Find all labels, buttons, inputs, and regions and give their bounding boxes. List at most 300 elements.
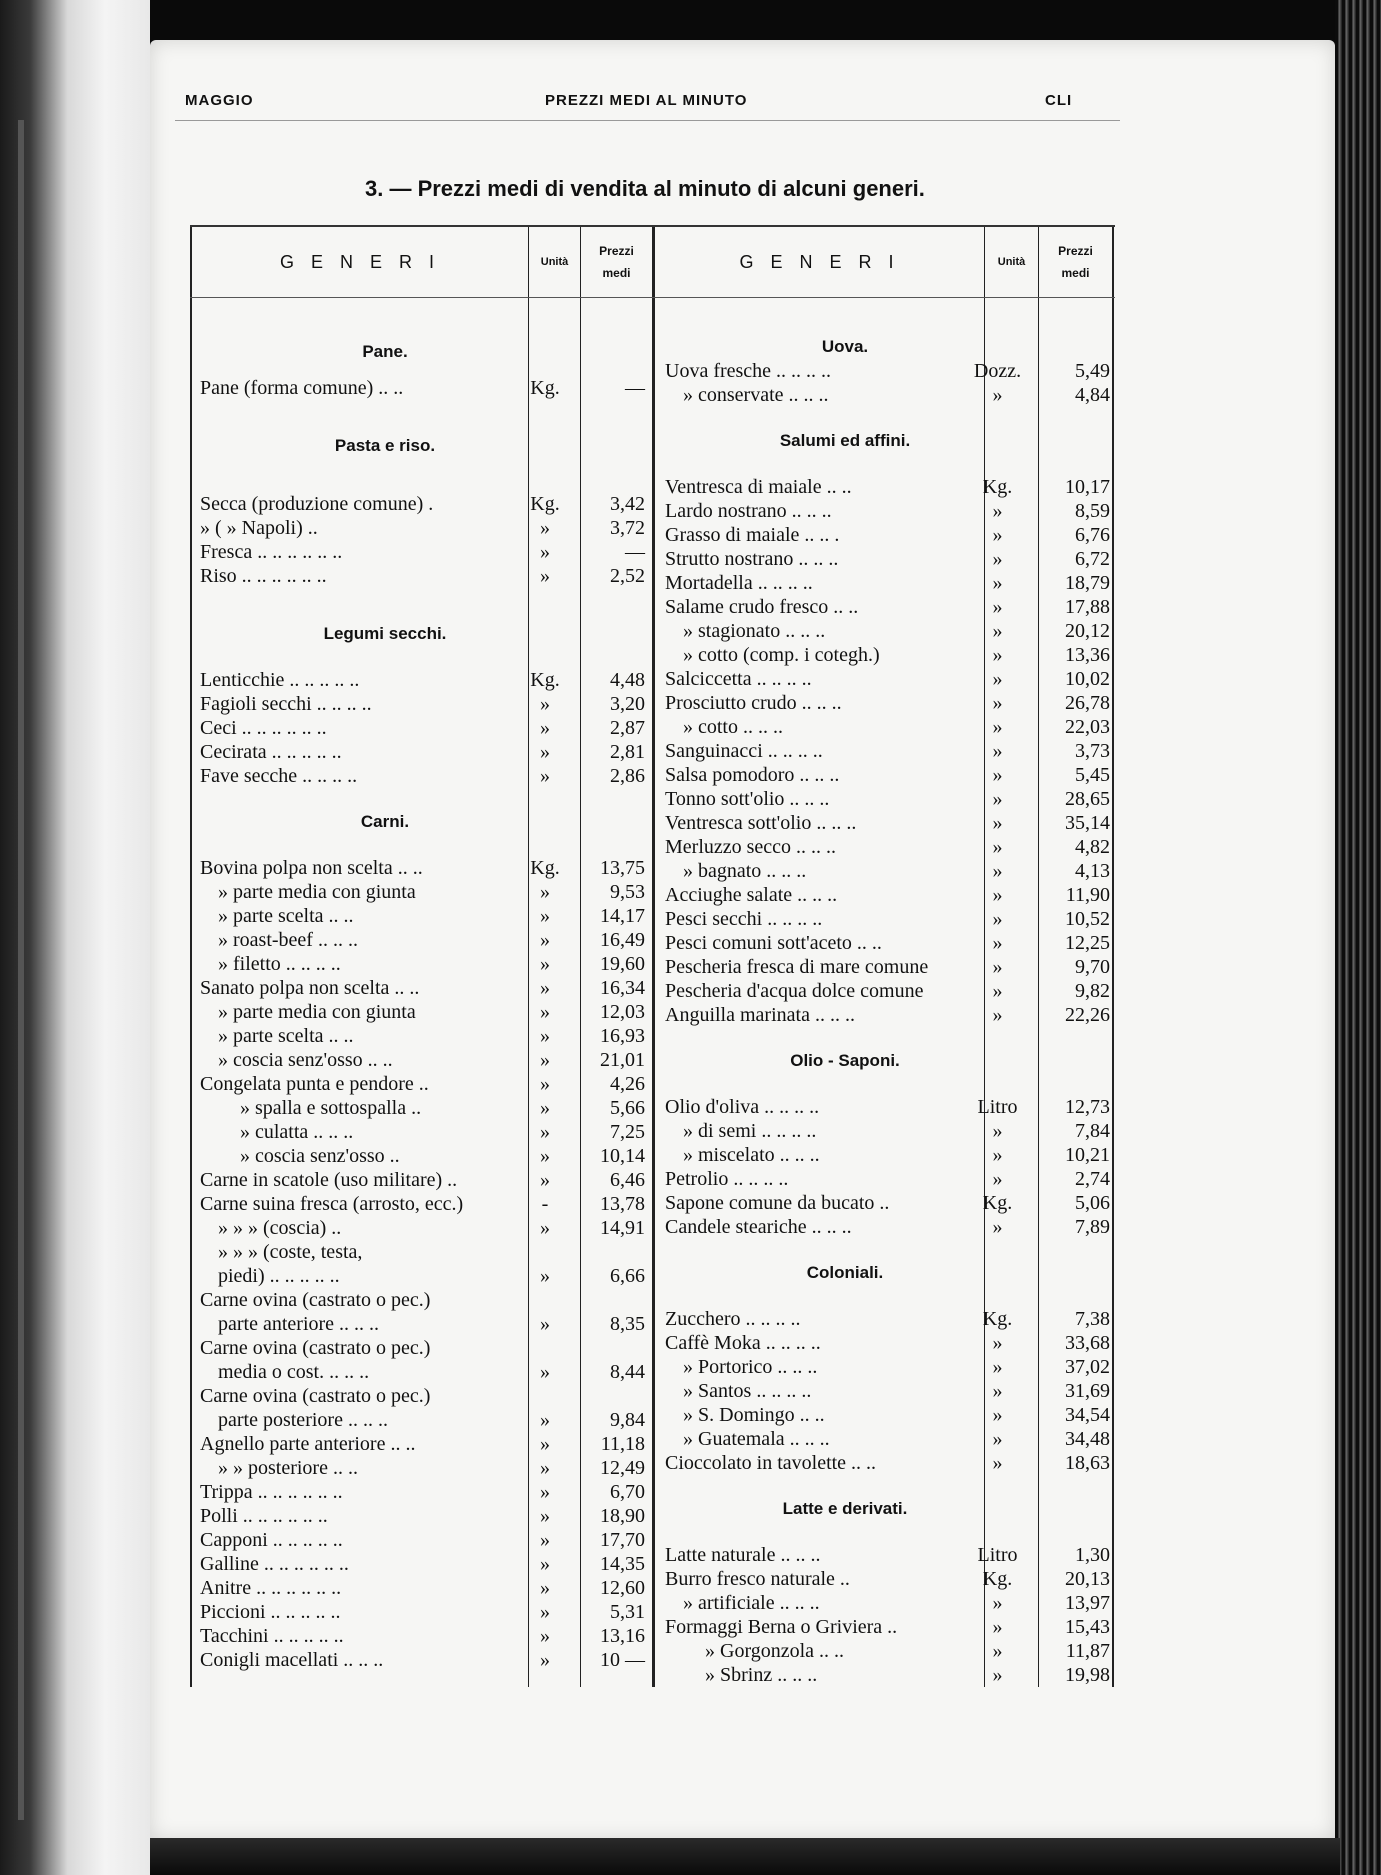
item-unit: Kg.	[530, 857, 560, 879]
item-unit: »	[992, 644, 1003, 666]
item-price: 3,72	[610, 517, 645, 539]
item-price: 4,82	[1075, 836, 1110, 858]
item-name: parte posteriore .. .. ..	[218, 1409, 388, 1431]
item-name: » ( » Napoli) ..	[200, 517, 318, 539]
item-name: Caffè Moka .. .. .. ..	[665, 1332, 821, 1354]
item-name: » cotto .. .. ..	[683, 716, 783, 738]
prezzi-label: Prezzi	[599, 244, 634, 258]
item-price: 4,48	[610, 669, 645, 691]
table-row	[665, 1379, 1120, 1403]
table-row	[665, 1639, 1120, 1663]
item-price: 3,20	[610, 693, 645, 715]
item-unit: »	[540, 1601, 550, 1623]
item-unit: »	[992, 1168, 1003, 1190]
item-price: 16,49	[600, 929, 645, 951]
spacer	[665, 1073, 1120, 1095]
item-unit: »	[540, 1529, 550, 1551]
item-unit: Kg.	[982, 1192, 1013, 1214]
item-unit: »	[992, 908, 1003, 930]
item-unit: »	[992, 1428, 1003, 1450]
table-row	[665, 499, 1120, 523]
item-name: Pescheria d'acqua dolce comune	[665, 980, 924, 1002]
item-price: 8,59	[1075, 500, 1110, 522]
category-heading: Carni.	[360, 812, 410, 831]
item-unit: »	[540, 1505, 550, 1527]
item-name: Anitre .. .. .. .. .. ..	[200, 1577, 342, 1599]
table-row	[665, 739, 1120, 763]
item-price: 5,31	[610, 1601, 645, 1623]
item-price: 5,66	[610, 1097, 645, 1119]
item-price: 6,72	[1075, 548, 1110, 570]
item-name: Uova fresche .. .. .. ..	[665, 360, 832, 382]
item-unit: »	[992, 1332, 1003, 1354]
item-unit: »	[540, 1169, 550, 1191]
item-unit: »	[992, 384, 1003, 406]
item-unit: »	[540, 977, 550, 999]
item-price: 31,69	[1065, 1380, 1110, 1402]
item-price: 11,18	[600, 1433, 645, 1455]
item-name: Cecirata .. .. .. .. ..	[200, 741, 342, 763]
item-unit: »	[992, 1664, 1003, 1686]
item-unit: -	[541, 1193, 549, 1215]
item-unit: »	[540, 1481, 550, 1503]
item-price: 21,01	[600, 1049, 645, 1071]
item-name: Petrolio .. .. .. ..	[665, 1168, 789, 1190]
category-heading: Legumi secchi.	[323, 624, 447, 643]
item-unit: »	[992, 1004, 1003, 1026]
table-row	[665, 619, 1120, 643]
item-unit: »	[992, 500, 1003, 522]
item-price: 14,17	[600, 905, 645, 927]
category-heading: Uova.	[821, 337, 869, 356]
item-price: 5,06	[1075, 1192, 1110, 1214]
item-unit: »	[540, 905, 550, 927]
item-name: Mortadella .. .. .. ..	[665, 572, 813, 594]
item-unit: »	[540, 1313, 550, 1335]
item-name: Pane (forma comune) .. ..	[200, 377, 404, 399]
item-name: » coscia senz'osso ..	[240, 1145, 400, 1167]
table-row	[665, 359, 1120, 383]
spacer	[665, 1285, 1120, 1307]
item-unit: »	[992, 1404, 1003, 1426]
item-unit: »	[540, 1073, 550, 1095]
item-price: 9,53	[610, 881, 645, 903]
item-name: » cotto (comp. i cotegh.)	[683, 644, 880, 666]
table-row	[665, 1543, 1120, 1567]
item-name: Pescheria fresca di mare comune	[665, 956, 929, 978]
item-unit: »	[540, 1025, 550, 1047]
table-row	[665, 715, 1120, 739]
item-name: » parte scelta .. ..	[218, 1025, 354, 1047]
item-price: 6,66	[610, 1265, 645, 1287]
header-row-rule	[190, 297, 1115, 298]
item-name: » culatta .. .. ..	[240, 1121, 354, 1143]
table-row	[665, 1663, 1120, 1687]
item-price: 7,84	[1075, 1120, 1110, 1142]
scan-left-border	[0, 0, 150, 1875]
category-heading: Olio - Saponi.	[790, 1051, 900, 1070]
item-name: » miscelato .. .. ..	[683, 1144, 820, 1166]
item-name: » » posteriore .. ..	[218, 1457, 358, 1479]
item-unit: »	[992, 620, 1003, 642]
item-name: Carne ovina (castrato o pec.)	[200, 1289, 431, 1311]
item-unit: Kg.	[530, 377, 560, 399]
item-name: Sapone comune da bucato ..	[665, 1192, 890, 1214]
table-row	[665, 1003, 1120, 1027]
item-name: Ventresca di maiale .. ..	[665, 476, 852, 498]
item-price: 13,75	[600, 857, 645, 879]
item-price: 33,68	[1065, 1332, 1110, 1354]
item-unit: »	[992, 836, 1003, 858]
item-unit: »	[540, 1361, 550, 1383]
item-unit: »	[992, 1592, 1003, 1614]
spacer	[665, 453, 1120, 475]
item-name: Riso .. .. .. .. .. ..	[200, 565, 327, 587]
page-number: CLI	[1045, 92, 1073, 109]
item-unit: »	[540, 565, 550, 587]
item-unit: »	[992, 572, 1003, 594]
table-row	[665, 907, 1120, 931]
item-name: Cioccolato in tavolette .. ..	[665, 1452, 877, 1474]
category-heading: Latte e derivati.	[782, 1499, 908, 1518]
table-row	[665, 1191, 1120, 1215]
item-unit: Litro	[977, 1544, 1018, 1566]
item-name: » Guatemala .. .. ..	[683, 1428, 830, 1450]
item-name: Merluzzo secco .. .. ..	[665, 836, 837, 858]
item-name: » spalla e sottospalla ..	[240, 1097, 422, 1119]
item-price: 14,35	[600, 1553, 645, 1575]
spacer	[665, 407, 1120, 429]
item-price: 12,60	[600, 1577, 645, 1599]
item-name: Salsa pomodoro .. .. ..	[665, 764, 840, 786]
item-price: 10,52	[1065, 908, 1110, 930]
col-header-prezzi-right	[1039, 227, 1112, 297]
item-name: Ceci .. .. .. .. .. ..	[200, 717, 327, 739]
item-price: 18,63	[1065, 1452, 1110, 1474]
item-unit: »	[992, 548, 1003, 570]
table-row	[665, 979, 1120, 1003]
item-name: Lenticchie .. .. .. .. ..	[200, 669, 360, 691]
item-price: 9,84	[610, 1409, 645, 1431]
item-unit: Kg.	[530, 493, 560, 515]
item-unit: »	[540, 517, 550, 539]
item-price: 10,21	[1065, 1144, 1110, 1166]
item-price: 12,03	[600, 1001, 645, 1023]
item-name: Carne suina fresca (arrosto, ecc.)	[200, 1193, 464, 1215]
item-name: Lardo nostrano .. .. ..	[665, 500, 832, 522]
table-row	[665, 595, 1120, 619]
item-price: 22,03	[1065, 716, 1110, 738]
item-price: 10,17	[1065, 476, 1110, 498]
item-price: 18,90	[600, 1505, 645, 1527]
item-name: » parte scelta .. ..	[218, 905, 354, 927]
item-name: parte anteriore .. .. ..	[218, 1313, 380, 1335]
table-row	[665, 1307, 1120, 1331]
item-price: 3,42	[610, 493, 645, 515]
item-unit: »	[992, 860, 1003, 882]
col-header-generi-right: G E N E R I	[739, 251, 900, 272]
item-name: Sanato polpa non scelta .. ..	[200, 977, 420, 999]
item-price: 17,70	[600, 1529, 645, 1551]
table-row	[665, 1215, 1120, 1239]
item-unit: »	[992, 524, 1003, 546]
item-unit: »	[992, 932, 1003, 954]
item-price: 7,25	[610, 1121, 645, 1143]
item-price: 16,93	[600, 1025, 645, 1047]
item-price: 5,45	[1075, 764, 1110, 786]
item-price: 8,35	[610, 1313, 645, 1335]
table-row	[665, 1403, 1120, 1427]
item-unit: »	[540, 1457, 550, 1479]
item-unit: »	[540, 953, 550, 975]
item-name: Olio d'oliva .. .. .. ..	[665, 1096, 820, 1118]
item-unit: »	[992, 740, 1003, 762]
item-price: 13,36	[1065, 644, 1110, 666]
header-title: PREZZI MEDI AL MINUTO	[545, 92, 748, 109]
spacer	[665, 1475, 1120, 1497]
item-name: » conservate .. .. ..	[683, 384, 829, 406]
item-unit: »	[992, 884, 1003, 906]
item-unit: »	[992, 716, 1003, 738]
item-unit: »	[992, 692, 1003, 714]
item-unit: »	[992, 788, 1003, 810]
item-name: Pesci secchi .. .. .. ..	[665, 908, 823, 930]
item-name: » Portorico .. .. ..	[683, 1356, 818, 1378]
item-unit: »	[540, 1577, 550, 1599]
item-unit: »	[992, 596, 1003, 618]
item-name: piedi) .. .. .. .. ..	[218, 1265, 340, 1287]
table-row	[665, 1591, 1120, 1615]
item-price: 26,78	[1065, 692, 1110, 714]
item-price: 34,48	[1065, 1428, 1110, 1450]
spacer	[665, 1239, 1120, 1261]
item-unit: »	[540, 693, 550, 715]
item-name: Conigli macellati .. .. ..	[200, 1649, 384, 1671]
item-name: Carne ovina (castrato o pec.)	[200, 1337, 431, 1359]
item-unit: »	[992, 1380, 1003, 1402]
item-name: » roast-beef .. .. ..	[218, 929, 358, 951]
item-name: » stagionato .. .. ..	[683, 620, 826, 642]
table-row	[665, 1167, 1120, 1191]
item-name: » filetto .. .. .. ..	[218, 953, 341, 975]
item-unit: »	[540, 929, 550, 951]
item-price: 7,89	[1075, 1216, 1110, 1238]
item-unit: Kg.	[982, 1308, 1013, 1330]
item-price: 13,78	[600, 1193, 645, 1215]
table-row	[665, 1615, 1120, 1639]
category-heading: Pane.	[362, 342, 408, 361]
item-price: 6,76	[1075, 524, 1110, 546]
item-name: Carne in scatole (uso militare) ..	[200, 1169, 458, 1191]
table-row	[665, 475, 1120, 499]
item-unit: »	[540, 541, 550, 563]
item-price: —	[625, 541, 645, 563]
item-name: Latte naturale .. .. ..	[665, 1544, 821, 1566]
item-price: 11,87	[1065, 1640, 1110, 1662]
item-name: Polli .. .. .. .. .. ..	[200, 1505, 328, 1527]
item-unit: »	[992, 1640, 1003, 1662]
item-price: 19,60	[600, 953, 645, 975]
item-price: 4,13	[1075, 860, 1110, 882]
spacer	[665, 1027, 1120, 1049]
table-row	[665, 1119, 1120, 1143]
item-unit: »	[992, 1120, 1003, 1142]
item-price: 6,70	[610, 1481, 645, 1503]
item-name: Anguilla marinata .. .. ..	[665, 1004, 855, 1026]
item-name: Bovina polpa non scelta .. ..	[200, 857, 423, 879]
item-unit: »	[540, 717, 550, 739]
item-unit: »	[540, 1217, 550, 1239]
item-name: Zucchero .. .. .. ..	[665, 1308, 801, 1330]
category-heading: Pasta e riso.	[334, 436, 436, 455]
item-price: 16,34	[600, 977, 645, 999]
item-name: Burro fresco naturale ..	[665, 1568, 850, 1590]
category-heading: Coloniali.	[806, 1263, 884, 1282]
item-name: » parte media con giunta	[218, 881, 416, 903]
scan-top-border	[300, 0, 1340, 40]
item-name: » » » (coste, testa,	[218, 1241, 363, 1263]
item-name: Sanguinacci .. .. .. ..	[665, 740, 823, 762]
item-price: 2,52	[610, 565, 645, 587]
item-price: 2,74	[1075, 1168, 1110, 1190]
table-row	[665, 1355, 1120, 1379]
item-price: 2,87	[610, 717, 645, 739]
item-name: Pesci comuni sott'aceto .. ..	[665, 932, 882, 954]
table-row	[665, 1427, 1120, 1451]
item-price: 3,73	[1075, 740, 1110, 762]
item-price: 14,91	[600, 1217, 645, 1239]
table-row	[665, 1331, 1120, 1355]
col-header-unita-right: Unità	[997, 256, 1026, 268]
item-unit: »	[992, 812, 1003, 834]
item-price: 18,79	[1065, 572, 1110, 594]
item-price: 12,49	[600, 1457, 645, 1479]
item-unit: »	[540, 1049, 550, 1071]
item-name: media o cost. .. .. ..	[218, 1361, 370, 1383]
item-price: 7,38	[1075, 1308, 1110, 1330]
table-row	[665, 835, 1120, 859]
scan-right-border	[1335, 0, 1381, 1875]
item-unit: Kg.	[982, 476, 1013, 498]
item-price: 20,13	[1065, 1568, 1110, 1590]
item-price: 9,82	[1075, 980, 1110, 1002]
table-row	[665, 547, 1120, 571]
item-name: Acciughe salate .. .. ..	[665, 884, 838, 906]
item-unit: »	[992, 764, 1003, 786]
header-month: MAGGIO	[185, 92, 254, 109]
item-name: » Sbrinz .. .. ..	[705, 1664, 818, 1686]
item-price: 22,26	[1065, 1004, 1110, 1026]
table-row	[665, 1451, 1120, 1475]
item-name: » artificiale .. .. ..	[683, 1592, 820, 1614]
table-row	[665, 643, 1120, 667]
table-row	[665, 667, 1120, 691]
item-unit: »	[540, 881, 550, 903]
col-header-unita-left: Unità	[540, 256, 569, 268]
item-name: Carne ovina (castrato o pec.)	[200, 1385, 431, 1407]
item-price: 34,54	[1065, 1404, 1110, 1426]
item-name: Congelata punta e pendore ..	[200, 1073, 429, 1095]
item-price: 13,16	[600, 1625, 645, 1647]
running-head	[185, 92, 1105, 114]
table-row	[665, 787, 1120, 811]
item-unit: »	[540, 1121, 550, 1143]
item-price: 4,26	[610, 1073, 645, 1095]
item-unit: »	[992, 980, 1003, 1002]
item-price: 2,81	[610, 741, 645, 763]
item-price: 28,65	[1065, 788, 1110, 810]
table-row	[665, 763, 1120, 787]
item-unit: »	[992, 1452, 1003, 1474]
item-unit: »	[540, 1265, 550, 1287]
item-price: 19,98	[1065, 1664, 1110, 1686]
item-name: » S. Domingo .. ..	[683, 1404, 825, 1426]
prezzi-label: Prezzi	[1058, 244, 1093, 258]
item-name: Capponi .. .. .. .. ..	[200, 1529, 343, 1551]
item-unit: »	[540, 1625, 550, 1647]
item-price: 8,44	[610, 1361, 645, 1383]
table-row	[665, 571, 1120, 595]
item-unit: »	[992, 956, 1003, 978]
item-name: Fagioli secchi .. .. .. ..	[200, 693, 372, 715]
col-header-generi-left: G E N E R I	[279, 251, 441, 272]
item-name: » di semi .. .. .. ..	[683, 1120, 817, 1142]
table-row	[665, 1567, 1120, 1591]
item-price: 5,49	[1075, 360, 1110, 382]
item-price: 2,86	[610, 765, 645, 787]
item-price: 12,25	[1065, 932, 1110, 954]
item-price: 35,14	[1065, 812, 1110, 834]
item-unit: »	[540, 765, 550, 787]
table-row	[665, 1143, 1120, 1167]
item-price: 37,02	[1065, 1356, 1110, 1378]
table-row	[665, 383, 1120, 407]
item-unit: »	[992, 1616, 1003, 1638]
item-price: 11,90	[1065, 884, 1110, 906]
item-name: Salame crudo fresco .. ..	[665, 596, 859, 618]
item-name: Salciccetta .. .. .. ..	[665, 668, 812, 690]
item-name: » parte media con giunta	[218, 1001, 416, 1023]
table-row	[665, 811, 1120, 835]
item-unit: Dozz.	[973, 360, 1022, 382]
item-unit: »	[992, 1356, 1003, 1378]
medi-label: medi	[1061, 266, 1090, 280]
item-unit: Kg.	[530, 669, 560, 691]
item-name: Trippa .. .. .. .. .. ..	[200, 1481, 343, 1503]
item-unit: »	[540, 1649, 550, 1671]
item-price: 10,02	[1065, 668, 1110, 690]
right-goods-column	[665, 335, 1120, 1687]
item-price: 10 —	[600, 1649, 645, 1671]
item-name: Prosciutto crudo .. .. ..	[665, 692, 842, 714]
item-name: » Gorgonzola .. ..	[705, 1640, 845, 1662]
item-price: 15,43	[1065, 1616, 1110, 1638]
item-unit: »	[540, 1433, 550, 1455]
table-left-border	[190, 227, 192, 1687]
item-price: 10,14	[600, 1145, 645, 1167]
item-price: 1,30	[1075, 1544, 1110, 1566]
item-name: Secca (produzione comune) .	[200, 493, 434, 515]
item-name: Agnello parte anteriore .. ..	[200, 1433, 416, 1455]
item-price: 6,46	[610, 1169, 645, 1191]
item-name: Formaggi Berna o Griviera ..	[665, 1616, 898, 1638]
table-row	[665, 523, 1120, 547]
spacer	[665, 1521, 1120, 1543]
col-header-prezzi-left	[581, 227, 652, 297]
item-price: 4,84	[1075, 384, 1110, 406]
item-name: Fave secche .. .. .. ..	[200, 765, 358, 787]
item-price: 20,12	[1065, 620, 1110, 642]
